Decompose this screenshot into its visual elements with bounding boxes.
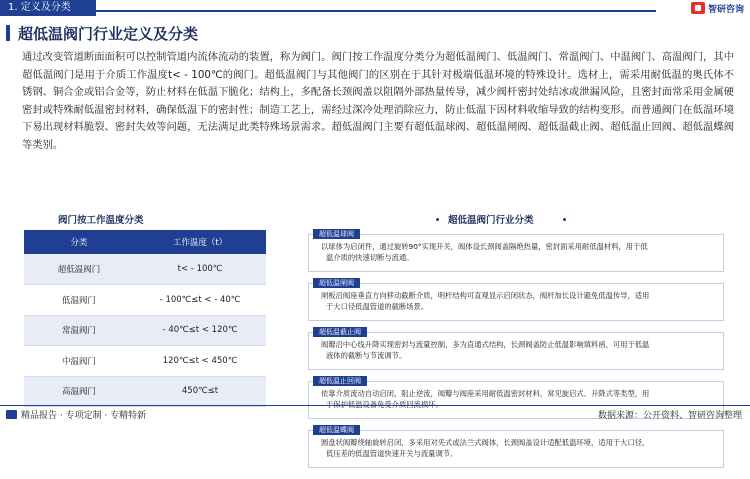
category-description-line: 液体的截断与节流调节。 [326, 351, 407, 360]
top-bar [0, 0, 750, 16]
section-tab: 1. 定义及分类 [0, 0, 96, 16]
category-card [308, 230, 724, 272]
table-cell-category: 高温阀门 [24, 376, 134, 407]
table-row [24, 285, 266, 316]
category-tag: 超低温蝶阀 [313, 425, 360, 435]
footer-slogan-text: 精品报告 · 专项定制 · 专精特新 [21, 411, 147, 421]
category-description-line: 闸板沿阀座垂直方向移动截断介质，明杆结构可直观显示启闭状态，阀杆加长设计避免低温传导，适用 [321, 291, 650, 300]
table-header-category: 分类 [24, 230, 134, 254]
page-title: 超低温阀门行业定义及分类 [18, 24, 199, 43]
category-description [309, 333, 723, 361]
category-description [309, 431, 723, 459]
table-cell-category: 低温阀门 [24, 285, 134, 316]
category-description [309, 284, 723, 312]
table-row [24, 315, 266, 346]
category-description-line: 温介质的快速切断与流通。 [326, 253, 414, 262]
footer-slogan [6, 408, 146, 421]
table-cell-temperature: - 100℃≤t < - 40℃ [134, 285, 266, 316]
table-header-temperature: 工作温度（t） [134, 230, 266, 254]
title-accent-bar [6, 25, 10, 41]
table-cell-temperature: - 40℃≤t < 120℃ [134, 315, 266, 346]
data-source: 数据来源：公开资料、智研咨询整理 [597, 411, 742, 421]
table-row [24, 254, 266, 285]
table-cell-category: 中温阀门 [24, 346, 134, 377]
category-card [308, 279, 724, 321]
temp-classification-table [24, 230, 266, 407]
categories-list [308, 230, 724, 479]
category-description-line: 阀瓣沿中心线升降实现密封与流量控制，多为直通式结构，长颈阀盖防止低温影响填料函，可用于低温 [321, 340, 650, 349]
categories-title: 超低温阀门行业分类 [448, 215, 534, 226]
table-cell-temperature: t< - 100℃ [134, 254, 266, 285]
temp-table-title: 阀门按工作温度分类 [58, 215, 144, 226]
category-description-line: 于大口径低温管道的截断场景。 [326, 302, 429, 311]
category-tag: 超低温闸阀 [313, 278, 360, 288]
title-dot-left [436, 218, 439, 221]
category-description-line: 以球体为启闭件，通过旋转90°实现开关，阀体设长颈阀盖隔绝热量，密封面采用耐低温材料，用于低 [321, 242, 648, 251]
category-description [309, 235, 723, 263]
brand-name: 智研咨询 [707, 4, 744, 15]
category-tag: 超低温截止阀 [313, 327, 367, 337]
category-tag: 超低温球阀 [313, 229, 360, 239]
footer-divider [0, 405, 750, 406]
report-icon [6, 410, 17, 419]
table-cell-temperature: 450℃≤t [134, 376, 266, 407]
intro-paragraph: 通过改变管道断面面积可以控制管道内流体流动的装置，称为阀门。阀门按工作温度分类分为超低温阀门、低温阀门、常温阀门、中温阀门、高温阀门，其中超低温阀门是用于介质工作温度t< - 100℃的阀门。超低温阀门与其他阀门的区别在于其针对极端低温环境的特殊设计。选材上，需采用耐低温的奥氏体不锈钢、铜合金或铝合金等，防止材料在低温下脆化；结构上，多配备长颈阀盖以阻隔外部热量传导，减少阀杆密封处结冰或泄漏风险，且密封面常采用金属硬密封或特殊耐低温密封材料，确保低温下的密封性；制造工艺上，需经过深冷处理消除应力，防止低温下因材料收缩导致的结构变形。而普通阀门在低温环境下易出现材料脆裂、密封失效等问题，无法满足此类特殊场景需求。超低温阀门主要有超低温球阀、超低温闸阀、超低温截止阀、超低温止回阀、超低温蝶阀等类别。 [22, 51, 734, 151]
brand-logo-icon [691, 2, 705, 14]
category-description-line: 圆盘状阀瓣绕轴旋转启闭，多采用对夹式或法兰式阀体，长颈阀盖设计适配低温环境，适用于大口径、 [321, 438, 650, 447]
category-description-line: 低压差的低温管道快速开关与流量调节。 [326, 449, 458, 458]
category-description-line: 依靠介质流动自动启闭，阻止逆流，阀瓣与阀座采用耐低温密封材料，常见旋启式、升降式等类型，用 [321, 389, 650, 398]
brand-logo [691, 0, 744, 16]
category-card [308, 426, 724, 468]
category-tag: 超低温止回阀 [313, 376, 367, 386]
table-row [24, 376, 266, 407]
category-card [308, 328, 724, 370]
table-cell-temperature: 120℃≤t < 450℃ [134, 346, 266, 377]
page-title-row [6, 23, 198, 43]
top-divider [96, 10, 656, 12]
table-row [24, 346, 266, 377]
table-cell-category: 常温阀门 [24, 315, 134, 346]
table-header-row [24, 230, 266, 254]
table-cell-category: 超低温阀门 [24, 254, 134, 285]
title-dot-right [563, 218, 566, 221]
